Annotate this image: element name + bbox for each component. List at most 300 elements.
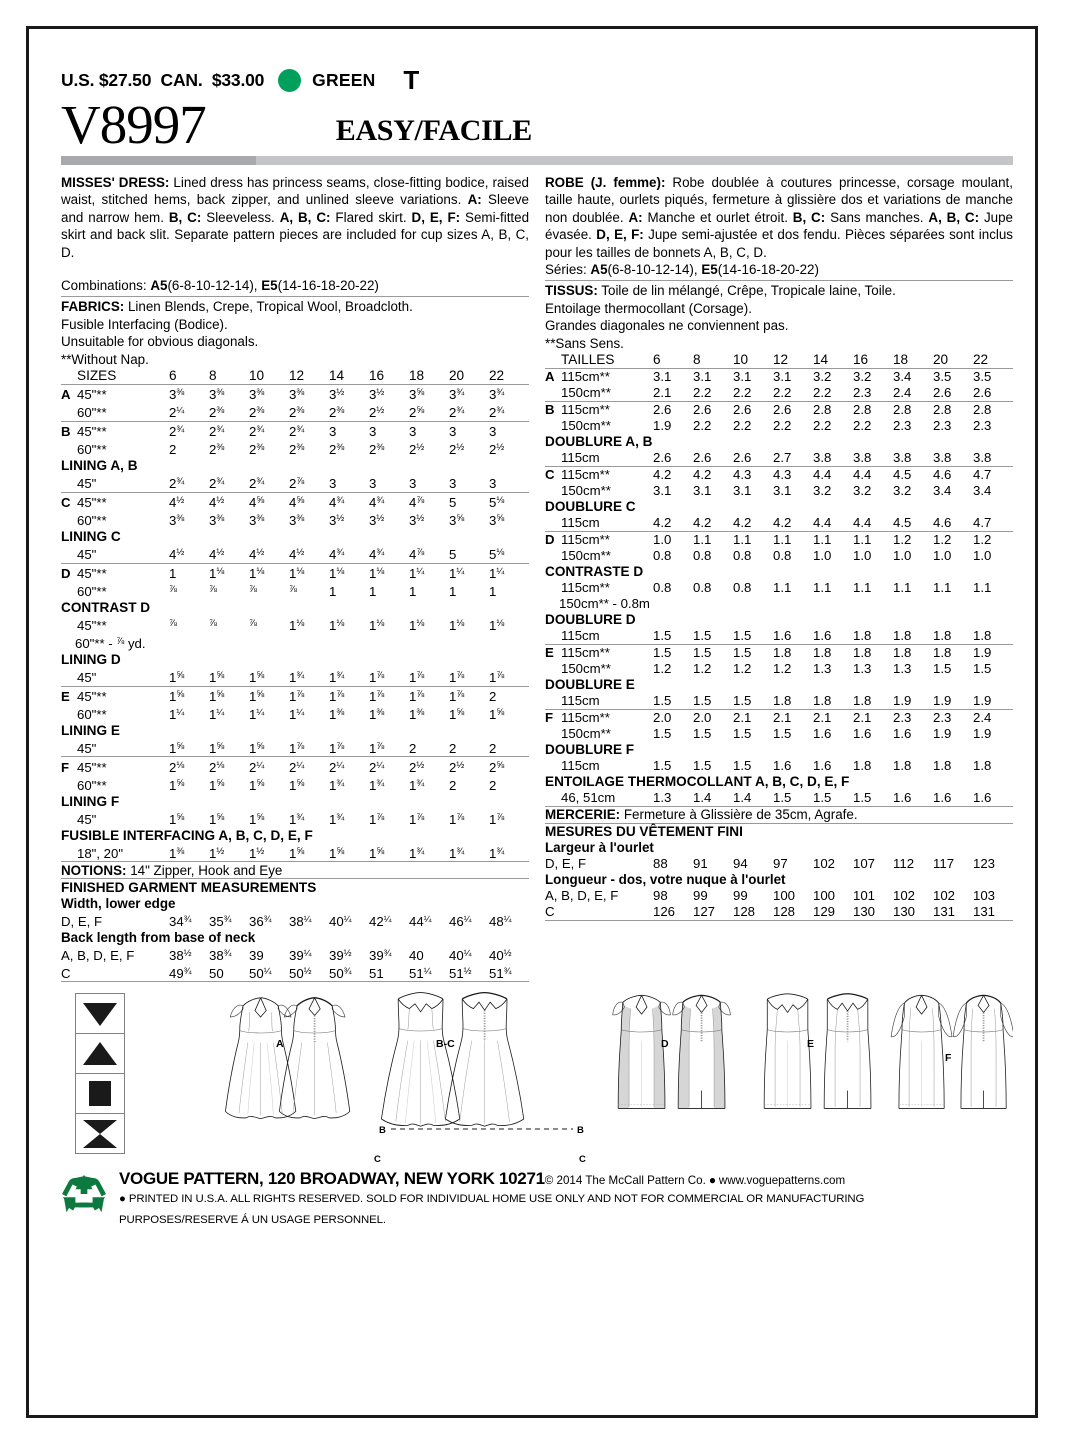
- view-letter: C: [545, 466, 561, 482]
- measurement-cell: $49^{\frac{3}{4}}$: [169, 965, 192, 981]
- yardage-cell: 1.5: [653, 726, 672, 742]
- yardage-cell: $1^{\frac{5}{8}}$: [169, 777, 185, 793]
- view-letter: [545, 693, 561, 709]
- yardage-cell: $1^{\frac{3}{8}}$: [329, 706, 345, 722]
- view-letter: [545, 418, 561, 434]
- yardage-cell: 3.8: [853, 450, 872, 466]
- yardage-cell: 1.6: [813, 758, 832, 774]
- view-letter: B: [545, 402, 561, 418]
- yardage-cell: 1.5: [773, 726, 792, 742]
- drawing-view-e-back: [824, 994, 871, 1109]
- size-header-10: 10: [733, 352, 749, 368]
- yardage-cell: $2^{\frac{3}{4}}$: [169, 476, 185, 492]
- table-row: [545, 369, 1013, 385]
- table-group-row: [61, 529, 529, 545]
- yardage-cell: $1^{\frac{1}{8}}$: [289, 563, 329, 581]
- description-body4-fr: Jupe évasée.: [545, 209, 1013, 243]
- yardage-cell: 1.5: [733, 726, 752, 742]
- measurement-cell: 99: [693, 887, 708, 903]
- yardage-cell: 2.0: [653, 709, 693, 725]
- measurement-cell: 129: [813, 903, 836, 919]
- measurement-cell: $40^{\frac{1}{4}}$: [329, 913, 352, 929]
- group-label: DOUBLURE A, B: [545, 434, 653, 450]
- width-label: 150cm**: [561, 385, 611, 401]
- group-label: CONTRAST D: [61, 600, 151, 616]
- yardage-cell: $1^{\frac{7}{8}}$: [449, 686, 489, 704]
- size-header-18: 18: [893, 352, 909, 368]
- fabrics-line3-fr: Grandes diagonales ne conviennent pas.: [545, 318, 789, 334]
- yardage-cell: 3.1: [693, 483, 712, 499]
- description-body3-fr: Sans manches.: [825, 209, 929, 225]
- yardage-cell: $2^{\frac{1}{4}}$: [169, 405, 185, 421]
- table-group-row: [545, 774, 1013, 790]
- view-letter: [61, 474, 77, 492]
- yardage-cell: 3.1: [733, 369, 773, 385]
- content-columns: [61, 174, 1013, 985]
- group-label: FUSIBLE INTERFACING A, B, C, D, E, F: [61, 827, 313, 843]
- yardage-cell: 2.1: [733, 709, 773, 725]
- yardage-table-english: [61, 368, 529, 985]
- table-row: [61, 668, 529, 686]
- group-label: LINING E: [61, 722, 120, 738]
- width-label: 60"**: [77, 777, 107, 793]
- measurement-cell: $39^{\frac{1}{4}}$: [289, 947, 312, 963]
- yardage-cell: $2^{\frac{3}{8}}$: [329, 442, 345, 458]
- view-letter: [61, 616, 77, 634]
- yardage-cell: 2.0: [693, 709, 733, 725]
- yardage-cell: $2^{\frac{5}{8}}$: [409, 405, 425, 421]
- table-row: [545, 531, 1013, 547]
- yardage-cell: 2: [449, 777, 457, 793]
- yardage-cell: $1^{\frac{3}{4}}$: [329, 811, 345, 827]
- yardage-cell: 3.1: [653, 483, 672, 499]
- yardage-cell: $5^{\frac{1}{8}}$: [489, 492, 529, 510]
- measurement-cell: $44^{\frac{1}{4}}$: [409, 913, 432, 929]
- measurement-cell: 102: [813, 855, 836, 871]
- drawing-view-a-front: [225, 998, 295, 1119]
- yardage-cell: $4^{\frac{3}{4}}$: [329, 492, 369, 510]
- yardage-cell: $1^{\frac{3}{4}}$: [329, 669, 345, 685]
- yardage-cell: $1^{\frac{5}{8}}$: [489, 706, 505, 722]
- measurement-cell: 51: [369, 965, 384, 981]
- yardage-cell: 1.1: [893, 580, 912, 596]
- yardage-cell: 1.8: [973, 758, 992, 774]
- view-letter: [61, 843, 77, 861]
- yardage-cell: $1^{\frac{5}{8}}$: [169, 669, 185, 685]
- view-letter: [545, 758, 561, 774]
- yardage-cell: 1.8: [893, 628, 912, 644]
- table-group-row: [61, 723, 529, 739]
- yardage-cell: $1^{\frac{3}{4}}$: [289, 811, 305, 827]
- measurement-cell: 107: [853, 855, 876, 871]
- fgm-sub-width-text: Width, lower edge: [61, 895, 176, 911]
- yardage-cell: $3^{\frac{1}{2}}$: [329, 385, 369, 403]
- yardage-cell: 2.2: [853, 418, 872, 434]
- yardage-cell: $4^{\frac{3}{4}}$: [329, 547, 345, 563]
- size-header-8: 8: [693, 352, 701, 368]
- size-header-6: 6: [169, 368, 177, 384]
- notions-text: NOTIONS: 14" Zipper, Hook and Eye: [61, 862, 529, 879]
- group-label: CONTRASTE D: [545, 564, 644, 580]
- width-label: 150cm**: [561, 483, 611, 499]
- yardage-cell: $1^{\frac{1}{8}}$: [209, 563, 249, 581]
- yardage-cell: 0.8: [693, 580, 712, 596]
- yardage-cell: 3.2: [893, 483, 912, 499]
- yardage-cell: 1.4: [733, 790, 752, 806]
- yardage-cell: 1.5: [653, 628, 672, 644]
- yardage-cell: 4.6: [933, 466, 973, 482]
- notions-text: MERCERIE: Fermeture à Glissière de 35cm, Agrafe.: [545, 806, 1013, 823]
- width-label: 45"**: [77, 686, 169, 704]
- yardage-cell: 1.1: [853, 531, 893, 547]
- table-row: [61, 385, 529, 403]
- yardage-cell: 1.8: [973, 628, 992, 644]
- notions-row: [61, 862, 529, 879]
- rule-cell: [545, 920, 1013, 923]
- color-dot-icon: [278, 69, 301, 92]
- yardage-cell: 4.7: [973, 466, 1013, 482]
- yardage-cell: 3: [329, 421, 369, 439]
- yardage-cell: $2^{\frac{1}{4}}$: [249, 757, 289, 775]
- yardage-cell: 3.5: [933, 369, 973, 385]
- yardage-cell: 1.5: [693, 726, 712, 742]
- yardage-cell: 3.8: [933, 450, 952, 466]
- drawing-view-f-back: [953, 995, 1013, 1108]
- yardage-cell: $3^{\frac{3}{8}}$: [209, 385, 249, 403]
- yardage-cell: 1.1: [933, 580, 952, 596]
- view-letter: [61, 440, 77, 458]
- drawing-view-bc-back: [445, 993, 523, 1127]
- yardage-cell: $1^{\frac{5}{8}}$: [209, 811, 225, 827]
- fgm-sub-width-text: Largeur à l'ourlet: [545, 839, 654, 855]
- description-title-fr: ROBE (J. femme):: [545, 175, 666, 190]
- yardage-cell: $2^{\frac{7}{8}}$: [289, 476, 305, 492]
- combinations-fr: [545, 261, 1013, 278]
- yardage-cell: $1^{\frac{3}{4}}$: [449, 845, 465, 861]
- measurement-cell: 102: [893, 887, 916, 903]
- table-row: [61, 421, 529, 439]
- yardage-cell: 0.8: [653, 548, 672, 564]
- yardage-cell: 2: [489, 740, 497, 756]
- yardage-cell: 4.2: [653, 515, 672, 531]
- table-row: [61, 582, 529, 600]
- yardage-cell: 1: [489, 584, 497, 600]
- yardage-cell: 2.3: [933, 418, 952, 434]
- yardage-cell: $2^{\frac{3}{4}}$: [249, 476, 265, 492]
- measurement-cell: 99: [733, 887, 748, 903]
- view-letter: [61, 582, 77, 600]
- yardage-cell: 3: [409, 421, 449, 439]
- table-group-row: [61, 458, 529, 474]
- yardage-cell: 3.1: [693, 369, 733, 385]
- width-label: 18", 20": [77, 845, 124, 861]
- yardage-cell: 1.1: [773, 580, 792, 596]
- yardage-cell: 1: [409, 584, 417, 600]
- yardage-cell: $1^{\frac{3}{4}}$: [369, 777, 385, 793]
- combo-e5-sizes-en: (14-16-18-20-22): [277, 278, 379, 294]
- view-letter: [61, 668, 77, 686]
- combo-a5-en: A5: [150, 278, 168, 294]
- yardage-cell: 2.3: [933, 709, 973, 725]
- yardage-cell: 1.2: [893, 531, 933, 547]
- table-bottom-rule: [61, 982, 529, 985]
- sizes-header: TAILLES: [561, 352, 615, 368]
- view-letter: A: [545, 369, 561, 385]
- yardage-cell: 1.5: [813, 790, 832, 806]
- description-body1-fr: Robe doublée à coutures princesse, corsage moulant, taille haute, ourlets piqués, fermeture à glissière dos et variations de manche non doublée.: [545, 175, 1013, 225]
- measurement-cell: $46^{\frac{1}{4}}$: [449, 913, 472, 929]
- yardage-cell: $1^{\frac{5}{8}}$: [329, 845, 345, 861]
- yardage-cell: 1.5: [973, 661, 992, 677]
- yardage-cell: 2: [489, 777, 497, 793]
- column-french: [545, 174, 1013, 985]
- yardage-cell: $2^{\frac{1}{8}}$: [169, 757, 209, 775]
- measurement-cell: 101: [853, 887, 876, 903]
- measurement-cell: $40^{\frac{1}{4}}$: [449, 947, 472, 963]
- description-body2-fr: Manche et ourlet étroit.: [642, 209, 793, 225]
- combo-e5-fr: E5: [701, 262, 718, 278]
- fgm-length-row-abdef-label: A, B, D, E, F: [61, 947, 135, 963]
- table-group-row: [545, 434, 1013, 450]
- yardage-cell: 1.0: [933, 548, 952, 564]
- yardage-cell: $1^{\frac{7}{8}}$: [289, 740, 305, 756]
- measurement-cell: 40: [409, 947, 424, 963]
- width-label: 115cm: [561, 450, 600, 466]
- yardage-cell: $1^{\frac{5}{8}}$: [169, 686, 209, 704]
- size-header-12: 12: [773, 352, 789, 368]
- yardage-cell: 1: [449, 584, 457, 600]
- description-french: [545, 174, 1013, 261]
- yardage-cell: 2.2: [733, 418, 752, 434]
- footer-line-3: PURPOSES/RESERVE Á UN USAGE PERSONNEL.: [119, 1213, 386, 1226]
- yardage-cell: 1.5: [933, 661, 952, 677]
- yardage-cell: $2^{\frac{3}{8}}$: [249, 442, 265, 458]
- size-header-14: 14: [813, 352, 829, 368]
- spacer: [61, 261, 529, 277]
- description-body4-en: Flared skirt.: [330, 209, 412, 225]
- yardage-cell: $3^{\frac{3}{4}}$: [489, 385, 529, 403]
- yardage-cell: 1.2: [933, 531, 973, 547]
- yardage-cell: $1^{\frac{5}{8}}$: [249, 686, 289, 704]
- fgm-sub-length: [61, 929, 529, 945]
- view-letter: [545, 450, 561, 466]
- width-label: 150cm**: [561, 548, 611, 564]
- yardage-cell: 1.1: [693, 531, 733, 547]
- yardage-cell: $2^{\frac{1}{2}}$: [369, 405, 385, 421]
- yardage-cell: 1.6: [973, 790, 992, 806]
- measurement-cell: 128: [773, 903, 796, 919]
- table-span-row: [61, 634, 529, 652]
- measurement-cell: $38^{\frac{1}{4}}$: [289, 913, 312, 929]
- table-row: [545, 661, 1013, 677]
- yardage-cell: $2^{\frac{1}{4}}$: [369, 757, 409, 775]
- spacer-cell: [545, 352, 561, 368]
- yardage-cell: $1^{\frac{7}{8}}$: [409, 686, 449, 704]
- view-letter: [545, 726, 561, 742]
- yardage-cell: $2^{\frac{5}{8}}$: [489, 757, 529, 775]
- yardage-cell: 2.2: [693, 418, 712, 434]
- yardage-cell: $3^{\frac{1}{2}}$: [369, 513, 385, 529]
- view-letter: [545, 580, 561, 596]
- title-rule-light: [256, 156, 1013, 165]
- yardage-cell: $1^{\frac{5}{8}}$: [289, 845, 305, 861]
- yardage-cell: $3^{\frac{1}{2}}$: [369, 385, 409, 403]
- width-label: 115cm**: [561, 709, 653, 725]
- yardage-cell: 4.4: [813, 466, 853, 482]
- yardage-cell: 2.8: [813, 402, 853, 418]
- yardage-cell: 1.0: [853, 548, 872, 564]
- yardage-cell: $4^{\frac{3}{4}}$: [369, 547, 385, 563]
- table-row: [61, 563, 529, 581]
- yardage-cell: $2^{\frac{3}{8}}$: [249, 405, 265, 421]
- yardage-cell: 1.0: [973, 548, 992, 564]
- drawing-view-bc-front: [381, 993, 459, 1127]
- yardage-cell: 1: [329, 584, 337, 600]
- size-header-6: 6: [653, 352, 661, 368]
- fgm-sub-width: [61, 895, 529, 911]
- size-header-10: 10: [249, 368, 265, 384]
- yardage-cell: 1.1: [813, 580, 832, 596]
- yardage-cell: 1.9: [933, 693, 952, 709]
- yardage-cell: 1.5: [693, 758, 712, 774]
- yardage-cell: $2^{\frac{3}{4}}$: [169, 421, 209, 439]
- yardage-cell: $1^{\frac{1}{2}}$: [249, 845, 265, 861]
- yardage-cell: 2.7: [773, 450, 792, 466]
- fgm-length-row-abdef-label: A, B, D, E, F: [545, 887, 619, 903]
- yardage-cell: $2^{\frac{1}{4}}$: [289, 757, 329, 775]
- fgm-sub-length-text: Longueur - dos, votre nuque à l'ourlet: [545, 871, 786, 887]
- group-label: LINING F: [61, 793, 120, 809]
- view-letter: [545, 515, 561, 531]
- view-a-en: A:: [467, 192, 482, 208]
- yardage-cell: $1^{\frac{5}{8}}$: [209, 740, 225, 756]
- yardage-cell: $3^{\frac{3}{8}}$: [289, 513, 305, 529]
- combo-a5-sizes-fr: (6-8-10-12-14),: [607, 262, 702, 278]
- yardage-cell: $1^{\frac{7}{8}}$: [329, 740, 345, 756]
- table-row: [545, 726, 1013, 742]
- width-label: 45"**: [77, 618, 107, 634]
- yardage-cell: $2^{\frac{3}{4}}$: [489, 405, 505, 421]
- fabrics-line3-en: Unsuitable for obvious diagonals.: [61, 334, 259, 350]
- table-span-row: [545, 596, 1013, 612]
- yardage-cell: 1.0: [813, 548, 832, 564]
- yardage-cell: $2^{\frac{3}{8}}$: [209, 442, 225, 458]
- yardage-cell: 1.1: [733, 531, 773, 547]
- group-label: DOUBLURE D: [545, 612, 636, 628]
- footer: [61, 1169, 1013, 1231]
- measurement-cell: $51^{\frac{3}{4}}$: [489, 965, 512, 981]
- yardage-cell: 1.0: [893, 548, 912, 564]
- yardage-cell: 1.6: [813, 726, 832, 742]
- yardage-cell: 3.2: [813, 369, 853, 385]
- width-label: 45": [77, 669, 97, 685]
- yardage-body-fr: [545, 352, 1013, 923]
- yardage-cell: 1.2: [653, 661, 672, 677]
- yardage-cell: $4^{\frac{1}{2}}$: [169, 492, 209, 510]
- bullet-icon: ●: [119, 1192, 129, 1205]
- yardage-cell: 1.5: [733, 628, 752, 644]
- yardage-cell: 1.8: [933, 644, 973, 660]
- yardage-cell: 4.4: [813, 515, 832, 531]
- yardage-cell: $4^{\frac{1}{2}}$: [209, 547, 225, 563]
- yardage-cell: 1.1: [813, 531, 853, 547]
- yardage-cell: 2.1: [653, 385, 672, 401]
- yardage-cell: $1^{\frac{7}{8}}$: [449, 811, 465, 827]
- size-header-16: 16: [853, 352, 869, 368]
- width-label: 115cm: [561, 628, 600, 644]
- measurement-cell: 102: [933, 887, 956, 903]
- measurement-cell: 127: [693, 903, 716, 919]
- yardage-cell: 1.3: [813, 661, 832, 677]
- yardage-cell: $1^{\frac{1}{8}}$: [329, 618, 345, 634]
- view-letter: [545, 628, 561, 644]
- yardage-cell: $2^{\frac{3}{4}}$: [209, 476, 225, 492]
- yardage-cell: 1: [169, 563, 209, 581]
- width-label: 45": [77, 811, 97, 827]
- measurement-cell: 100: [773, 887, 796, 903]
- yardage-cell: 4.3: [773, 466, 813, 482]
- view-def-fr: D, E, F:: [596, 227, 644, 243]
- yardage-cell: 1.8: [773, 693, 792, 709]
- yardage-cell: $3^{\frac{3}{8}}$: [209, 513, 225, 529]
- yardage-cell: 3: [489, 476, 497, 492]
- measurement-cell: $50^{\frac{1}{4}}$: [249, 965, 272, 981]
- yardage-cell: $2^{\frac{3}{4}}$: [249, 421, 289, 439]
- fgm-length-row-c-label: C: [545, 903, 555, 919]
- website-url[interactable]: www.voguepatterns.com: [718, 1173, 846, 1187]
- table-group-row: [61, 600, 529, 616]
- yardage-cell: 1.1: [773, 531, 813, 547]
- width-label: 115cm: [561, 693, 600, 709]
- yardage-cell: $4^{\frac{1}{2}}$: [249, 547, 265, 563]
- yardage-cell: 1.5: [733, 644, 773, 660]
- yardage-cell: $2^{\frac{3}{4}}$: [209, 421, 249, 439]
- yardage-cell: 0.8: [653, 580, 672, 596]
- yardage-cell: $3^{\frac{1}{2}}$: [329, 513, 345, 529]
- yardage-cell: $3^{\frac{3}{8}}$: [249, 513, 265, 529]
- yardage-cell: 1.6: [813, 628, 832, 644]
- measurement-cell: $51^{\frac{1}{2}}$: [449, 965, 472, 981]
- yardage-cell: 1.5: [653, 758, 672, 774]
- yardage-cell: 2.6: [933, 385, 952, 401]
- group-label: DOUBLURE E: [545, 677, 635, 693]
- table-row: [61, 843, 529, 861]
- yardage-cell: 3: [329, 476, 337, 492]
- view-letter: [61, 403, 77, 421]
- footer-line-2: [119, 1189, 1013, 1210]
- measurement-cell: $50^{\frac{1}{2}}$: [289, 965, 312, 981]
- table-row: [545, 709, 1013, 725]
- yardage-cell: 3: [449, 476, 457, 492]
- yardage-cell: $2^{\frac{1}{2}}$: [409, 757, 449, 775]
- price-text: U.S. $27.50 CAN. $33.00: [61, 69, 265, 90]
- table-group-row: [545, 612, 1013, 628]
- measurement-cell: $42^{\frac{1}{4}}$: [369, 913, 392, 929]
- yardage-cell: 1.5: [653, 644, 693, 660]
- table-group-row: [61, 827, 529, 843]
- fgm-sub-length: [545, 872, 1013, 888]
- fgm-length-row-abdef: [545, 888, 1013, 904]
- fgm-width-row-label: D, E, F: [61, 913, 103, 929]
- drawing-label-d: D: [661, 1037, 669, 1050]
- yardage-cell: $1^{\frac{5}{8}}$: [249, 669, 265, 685]
- table-row: [61, 809, 529, 827]
- yardage-cell: 5: [449, 492, 489, 510]
- yardage-cell: 2.8: [933, 402, 973, 418]
- yardage-cell: 3.8: [973, 450, 992, 466]
- yardage-cell: $1^{\frac{1}{4}}$: [489, 563, 529, 581]
- yardage-cell: 1.9: [973, 726, 992, 742]
